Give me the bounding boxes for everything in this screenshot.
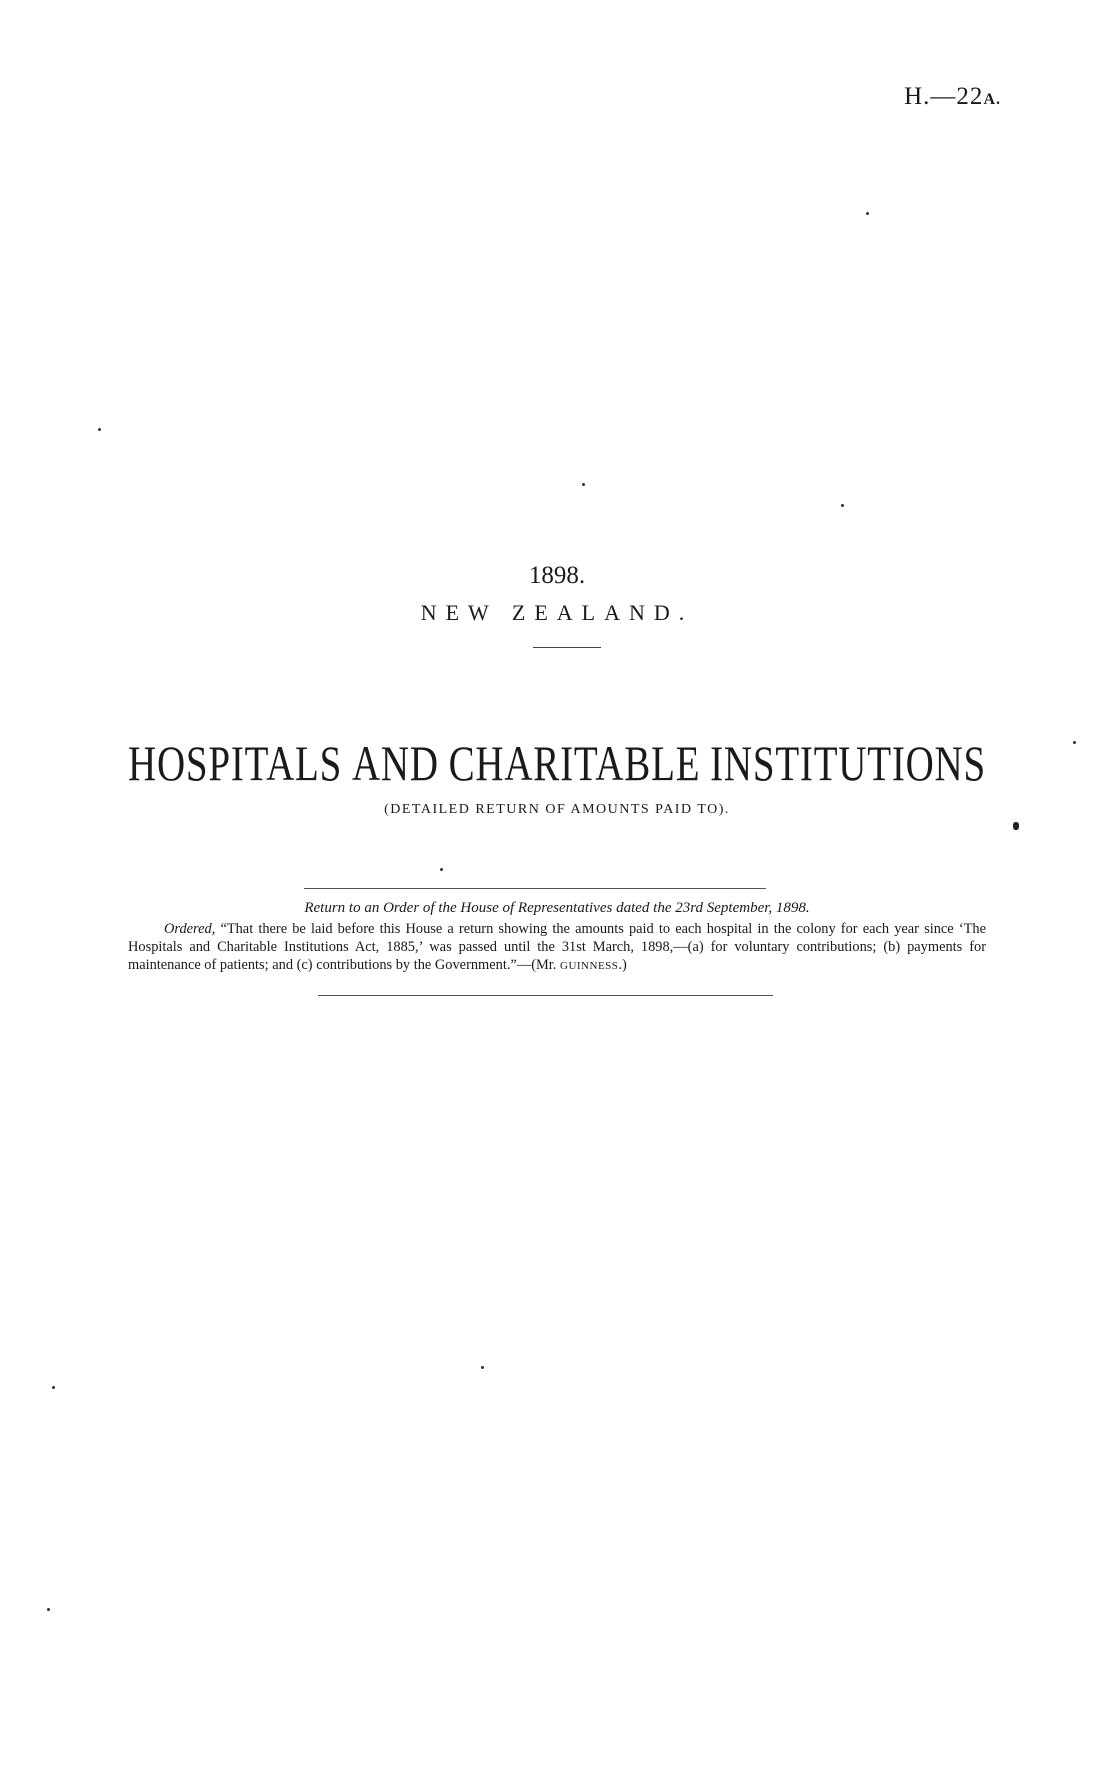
scan-speck [841, 504, 844, 507]
country-heading: NEW ZEALAND. [420, 600, 694, 625]
scan-speck [47, 1608, 50, 1611]
order-paragraph [128, 920, 986, 975]
scan-speck [866, 212, 869, 215]
title-word: CHARITABLE [448, 735, 701, 791]
divider-top [304, 888, 766, 889]
document-title [128, 735, 986, 791]
scan-speck [1013, 822, 1019, 830]
paper-reference-suffix: A. [983, 91, 1001, 108]
ordered-lead: Ordered, [164, 921, 216, 937]
scan-speck [481, 1366, 484, 1369]
publication-year: 1898. [528, 562, 586, 589]
ordered-close: .) [618, 957, 627, 973]
paper-reference [904, 83, 1001, 111]
paper-reference-main: H.—22 [904, 83, 984, 110]
return-order-line: Return to an Order of the House of Representatives dated the 23rd September, 1898. [304, 900, 810, 916]
scan-speck [1073, 741, 1076, 744]
mover-name: GUINNESS [560, 960, 619, 972]
title-word: AND [351, 735, 439, 791]
title-word: INSTITUTIONS [710, 735, 986, 791]
scan-speck [98, 428, 101, 431]
scan-speck [52, 1386, 55, 1389]
scan-speck [582, 483, 585, 486]
scan-speck [440, 868, 443, 871]
document-subtitle: (DETAILED RETURN OF AMOUNTS PAID TO). [384, 802, 730, 817]
divider-bottom [318, 995, 773, 996]
title-word: HOSPITALS [128, 735, 343, 791]
ordered-body: “That there be laid before this House a return showing the amounts paid to each hospital in the colony for each year since ‘The Hospitals and Charitable Institutions Act, 1885,’ was passed until the 31st March, 1898,—(a) for voluntary contributions; (b) payments for maintenance of patients; and (c) contributions by the Government.”—(Mr. [128, 921, 986, 973]
divider-short [533, 647, 601, 648]
